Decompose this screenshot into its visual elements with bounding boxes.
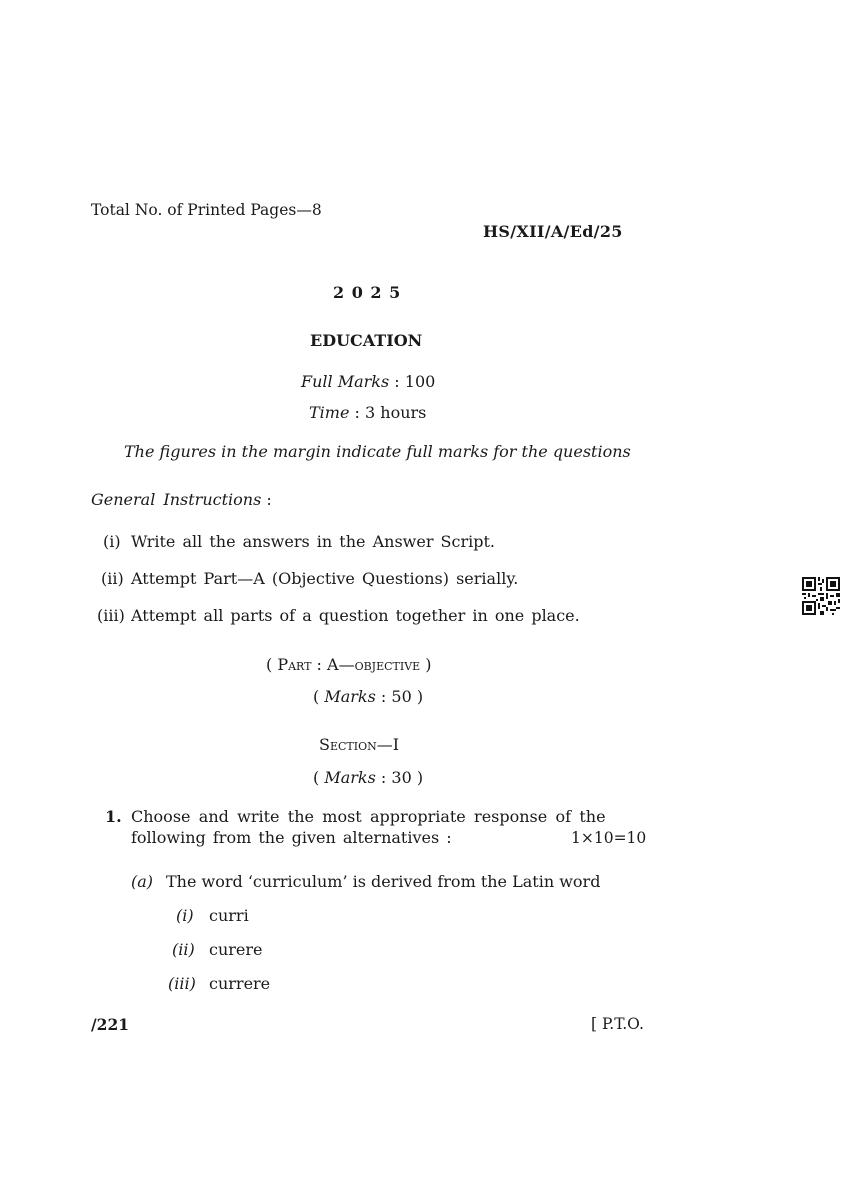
instruction-num: (ii) xyxy=(101,569,124,588)
full-marks xyxy=(301,372,435,391)
exam-year: 2 0 2 5 xyxy=(333,283,402,302)
part-title xyxy=(266,655,432,674)
time xyxy=(309,403,426,422)
option-text: curere xyxy=(209,940,263,959)
part-marks-open: ( xyxy=(313,687,320,706)
full-marks-value: : 100 xyxy=(394,372,436,391)
printed-pages: Total No. of Printed Pages—8 xyxy=(91,201,322,219)
part-marks-value: : 50 ) xyxy=(380,687,424,706)
option-text: currere xyxy=(209,974,271,993)
subquestion-text: The word ‘curriculum’ is derived from the Latin word xyxy=(166,872,601,891)
instructions-heading-colon: : xyxy=(266,490,272,509)
subject-title: EDUCATION xyxy=(310,331,423,350)
instruction-text: Write all the answers in the Answer Script. xyxy=(131,532,495,551)
option-num: (iii) xyxy=(168,974,196,993)
time-label: Time xyxy=(309,403,350,422)
instruction-text: Attempt all parts of a question together in one place. xyxy=(131,606,580,625)
question-marks: 1×10=10 xyxy=(571,829,647,847)
subquestion-label: (a) xyxy=(131,872,154,891)
footer-code: /221 xyxy=(91,1015,130,1034)
qr-code-icon xyxy=(802,577,840,615)
question-line: following from the given alternatives : xyxy=(131,828,452,847)
option-num: (i) xyxy=(176,906,194,925)
part-title-text: ( Part : A—objective ) xyxy=(266,655,432,674)
footer-pto: [ P.T.O. xyxy=(591,1015,644,1033)
question-line: Choose and write the most appropriate response of the xyxy=(131,807,606,826)
option-num: (ii) xyxy=(172,940,195,959)
section-marks xyxy=(313,768,423,787)
time-value: : 3 hours xyxy=(354,403,427,422)
instructions-heading-text: General Instructions xyxy=(91,490,262,509)
part-marks-label: Marks xyxy=(324,687,376,706)
option-text: curri xyxy=(209,906,249,925)
section-marks-open: ( xyxy=(313,768,320,787)
full-marks-label: Full Marks xyxy=(301,372,390,391)
instruction-num: (iii) xyxy=(97,606,125,625)
section-marks-label: Marks xyxy=(324,768,376,787)
instruction-num: (i) xyxy=(103,532,121,551)
instruction-text: Attempt Part—A (Objective Questions) serially. xyxy=(131,569,519,588)
instructions-heading xyxy=(91,490,272,509)
question-number: 1. xyxy=(105,807,122,826)
paper-code: HS/XII/A/Ed/25 xyxy=(483,222,623,241)
part-marks xyxy=(313,687,423,706)
section-title: Section—I xyxy=(319,735,400,754)
section-marks-value: : 30 ) xyxy=(380,768,424,787)
margin-note: The figures in the margin indicate full marks for the questions xyxy=(124,442,631,461)
